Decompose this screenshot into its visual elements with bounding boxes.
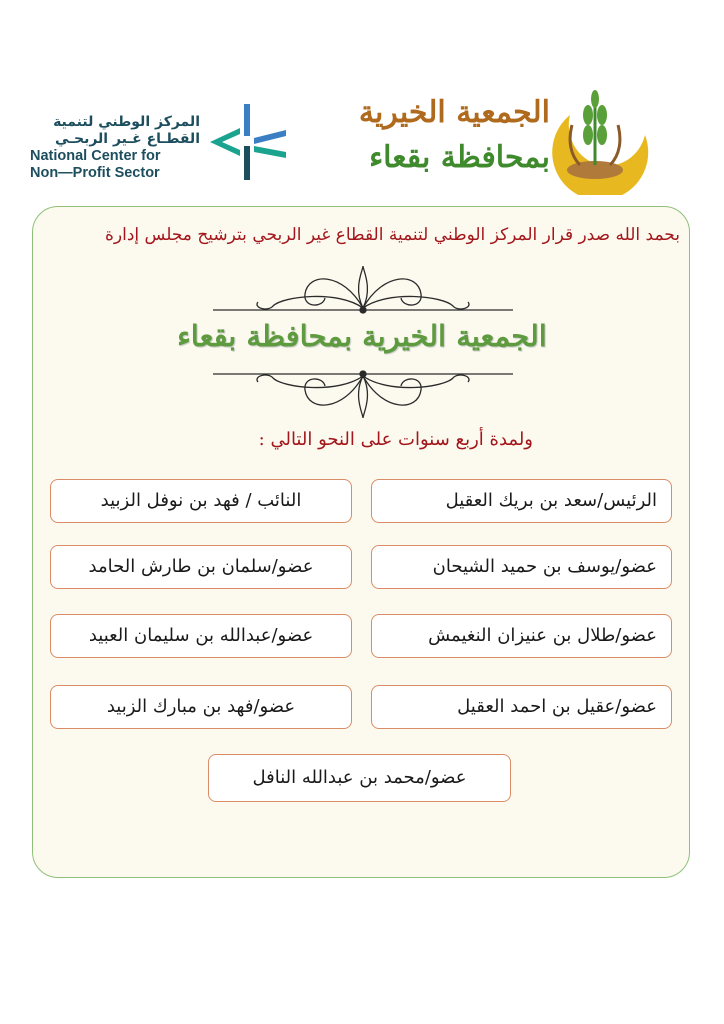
member-box <box>371 614 672 658</box>
member-box <box>50 545 352 589</box>
member-box <box>208 754 511 802</box>
member-name: عضو/عقيل بن احمد العقيل <box>457 696 657 717</box>
ncnp-logo <box>30 100 300 190</box>
ncnp-arabic-line1: المركز الوطني لتنمية <box>53 114 200 130</box>
member-name: عضو/محمد بن عبدالله النافل <box>252 767 467 788</box>
arrow-chevrons-icon <box>208 100 288 185</box>
term-text: ولمدة أربع سنوات على النحو التالي : <box>258 429 533 450</box>
ncnp-english-line2: Non—Profit Sector <box>30 165 160 181</box>
member-box <box>371 545 672 589</box>
ncnp-logo-text <box>30 114 200 182</box>
association-title: الجمعية الخيرية بمحافظة بقعاء <box>177 319 547 353</box>
ornament-divider-bottom <box>213 362 513 422</box>
wheat-crescent-emblem-icon <box>550 85 650 195</box>
charity-logo-title1: الجمعية الخيرية <box>358 95 550 130</box>
member-box <box>50 685 352 729</box>
announcement-card <box>32 206 690 878</box>
member-name: عضو/عبدالله بن سليمان العبيد <box>88 625 314 646</box>
member-name: النائب / فهد بن نوفل الزبيد <box>100 490 302 511</box>
ncnp-arabic-line2: القطـاع غـير الربحـي <box>55 131 200 147</box>
member-name: عضو/يوسف بن حميد الشيحان <box>432 556 657 577</box>
charity-logo <box>330 85 660 200</box>
ornament-divider-top <box>213 262 513 322</box>
ncnp-english-line1: National Center for <box>30 148 161 164</box>
member-name: عضو/سلمان بن طارش الحامد <box>88 556 314 577</box>
intro-text: بحمد الله صدر قرار المركز الوطني لتنمية القطاع غير الربحي بترشيح مجلس إدارة <box>105 225 680 245</box>
header <box>0 0 724 205</box>
member-name: الرئيس/سعد بن بريك العقيل <box>445 490 657 511</box>
member-box <box>50 614 352 658</box>
member-box-vice <box>50 479 352 523</box>
member-name: عضو/طلال بن عنيزان النغيمش <box>428 625 657 646</box>
member-box-president <box>371 479 672 523</box>
charity-logo-title2: بمحافظة بقعاء <box>369 140 550 175</box>
member-name: عضو/فهد بن مبارك الزبيد <box>106 696 296 717</box>
member-box <box>371 685 672 729</box>
